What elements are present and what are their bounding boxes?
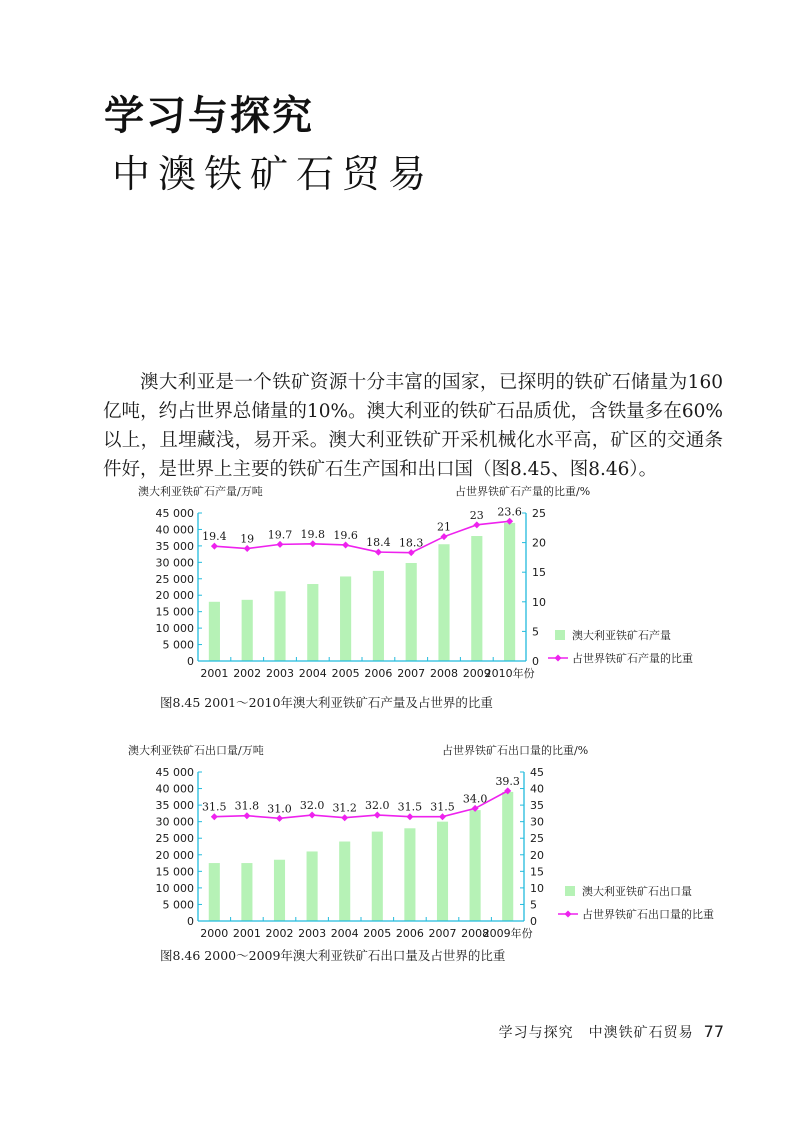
right-tick-label: 30 [530,815,544,829]
right-tick-label: 10 [530,881,544,895]
right-tick-label: 25 [532,507,546,520]
share-point [408,549,415,556]
right-tick-label: 0 [530,915,537,928]
bar-2001 [241,863,252,921]
bar-2001 [209,602,220,661]
left-axis-label: 澳大利亚铁矿石出口量/万吨 [128,744,264,757]
share-point [375,549,382,556]
share-point [211,543,218,550]
bar-2003 [307,851,318,921]
right-tick-label: 20 [530,848,544,862]
data-label: 19.4 [202,530,227,544]
x-tick-label: 2007 [428,927,457,940]
bar-2005 [340,576,351,661]
figure-caption: 图8.46 2000～2009年澳大利亚铁矿石出口量及占世界的比重 [160,948,506,963]
right-tick-label: 20 [532,536,546,550]
bar-2007 [437,822,448,921]
right-axis-label: 占世界铁矿石产量的比重/% [455,485,591,498]
share-point [473,521,480,528]
left-tick-label: 35 000 [155,539,194,553]
body-paragraph: 澳大利亚是一个铁矿资源十分丰富的国家，已探明的铁矿石储量为160亿吨，约占世界总储量的10%。澳大利亚的铁矿石品质优，含铁量多在60%以上，且埋藏浅，易开采。澳大利亚铁矿开采机械化水平高，矿区的交通条件好，是世界上主要的铁矿石生产国和出口国（图8.45、图8.46）。 [103,371,723,480]
x-tick-label: 2008 [461,927,490,940]
data-label: 23.6 [497,505,522,519]
data-label: 39.3 [495,774,520,788]
x-tick-label: 2006 [395,927,424,940]
x-tick-label: 2007 [397,667,426,680]
share-point [342,541,349,548]
data-label: 32.0 [299,799,325,813]
legend-line-marker [555,655,562,662]
data-label: 18.3 [398,536,424,550]
left-tick-label: 10 000 [155,881,194,895]
left-tick-label: 45 000 [155,766,194,779]
x-tick-label: 2004 [298,667,327,680]
x-tick-label: 2010年份 [484,667,535,680]
right-tick-label: 15 [532,566,546,580]
left-tick-label: 25 000 [155,572,194,586]
bar-2002 [242,600,253,661]
x-tick-label: 2008 [430,667,458,680]
x-tick-label: 2001 [200,667,229,680]
share-line [214,521,509,552]
right-tick-label: 0 [532,655,539,668]
data-label: 31.5 [202,800,227,814]
right-tick-label: 40 [530,782,544,796]
data-label: 31.5 [430,800,455,814]
left-tick-label: 45 000 [155,507,194,520]
x-tick-label: 2001 [232,927,261,940]
right-tick-label: 45 [530,766,544,779]
legend-line-label: 占世界铁矿石出口量的比重 [582,908,714,921]
left-tick-label: 35 000 [155,799,194,813]
bar-2009 [471,536,482,661]
share-point [244,545,251,552]
right-axis-label: 占世界铁矿石出口量的比重/% [442,744,589,757]
page-title: 学习与探究 [104,93,314,139]
x-tick-label: 2006 [364,667,393,680]
data-label: 18.4 [366,536,391,550]
bar-2004 [339,842,350,921]
x-tick-label: 2004 [330,927,359,940]
left-tick-label: 10 000 [155,622,194,636]
left-tick-label: 40 000 [155,523,194,537]
left-tick-label: 15 000 [155,605,194,619]
left-tick-label: 30 000 [155,556,194,570]
x-tick-label: 2005 [363,927,392,940]
left-tick-label: 15 000 [155,865,194,879]
bar-2007 [406,563,417,661]
left-tick-label: 5 000 [162,898,194,912]
chart-production [0,478,800,718]
bar-2008 [438,544,449,661]
page-subtitle: 中澳铁矿石贸易 [112,152,435,196]
bar-2004 [307,584,318,661]
legend-bar-swatch [565,886,575,896]
bar-2010 [504,523,515,661]
share-point [374,812,381,819]
share-point [441,533,448,540]
chart-export [0,740,800,970]
left-tick-label: 0 [187,915,194,928]
right-tick-label: 25 [530,832,544,846]
right-tick-label: 35 [530,799,544,813]
share-point [309,812,316,819]
left-tick-label: 30 000 [155,815,194,829]
bar-2006 [373,571,384,661]
data-label: 31.8 [234,799,260,813]
data-label: 32.0 [365,799,390,813]
left-tick-label: 5 000 [162,638,194,652]
data-label: 31.5 [397,800,423,814]
legend-bar-label: 澳大利亚铁矿石产量 [572,629,671,642]
data-label: 23 [469,508,484,522]
left-axis-label: 澳大利亚铁矿石产量/万吨 [138,485,263,498]
x-tick-label: 2003 [298,927,327,940]
x-tick-label: 2003 [266,667,294,680]
left-tick-label: 20 000 [155,589,194,603]
data-label: 19.6 [333,528,358,542]
bar-2006 [404,828,415,921]
share-point [211,813,218,820]
x-tick-label: 2009年份 [482,927,533,940]
legend-bar-label: 澳大利亚铁矿石出口量 [582,885,692,898]
legend-bar-swatch [555,630,565,640]
left-tick-label: 25 000 [155,832,194,846]
data-label: 34.0 [462,792,488,806]
bar-2008 [470,810,481,921]
data-label: 19 [240,532,255,546]
data-label: 31.0 [267,802,292,816]
bar-2009 [502,792,513,921]
x-tick-label: 2005 [331,667,360,680]
bar-2000 [209,863,220,921]
x-tick-label: 2009 [462,667,491,680]
share-point [439,813,446,820]
legend-line-marker [565,911,572,918]
share-point [277,541,284,548]
share-point [243,812,250,819]
share-point [309,540,316,547]
bar-2003 [274,591,285,661]
data-label: 19.7 [267,528,293,542]
data-label: 31.2 [332,801,357,815]
share-point [406,813,413,820]
running-title: 学习与探究 中澳铁矿石贸易 [498,1025,694,1041]
right-tick-label: 5 [530,898,537,912]
share-point [276,815,283,822]
right-tick-label: 15 [530,865,544,879]
share-point [341,814,348,821]
legend-line-label: 占世界铁矿石产量的比重 [572,652,693,665]
x-tick-label: 2002 [233,667,262,680]
page-number: 77 [703,1022,724,1041]
bar-2005 [372,832,383,921]
bar-2002 [274,860,285,921]
right-tick-label: 5 [532,625,539,639]
left-tick-label: 20 000 [155,848,194,862]
page-footer [499,1022,724,1042]
x-tick-label: 2000 [200,927,229,940]
figure-caption: 图8.45 2001～2010年澳大利亚铁矿石产量及占世界的比重 [160,695,493,710]
data-label: 19.8 [300,527,326,541]
left-tick-label: 0 [187,655,194,668]
x-tick-label: 2002 [265,927,294,940]
left-tick-label: 40 000 [155,782,194,796]
data-label: 21 [437,520,451,534]
right-tick-label: 10 [532,595,546,609]
